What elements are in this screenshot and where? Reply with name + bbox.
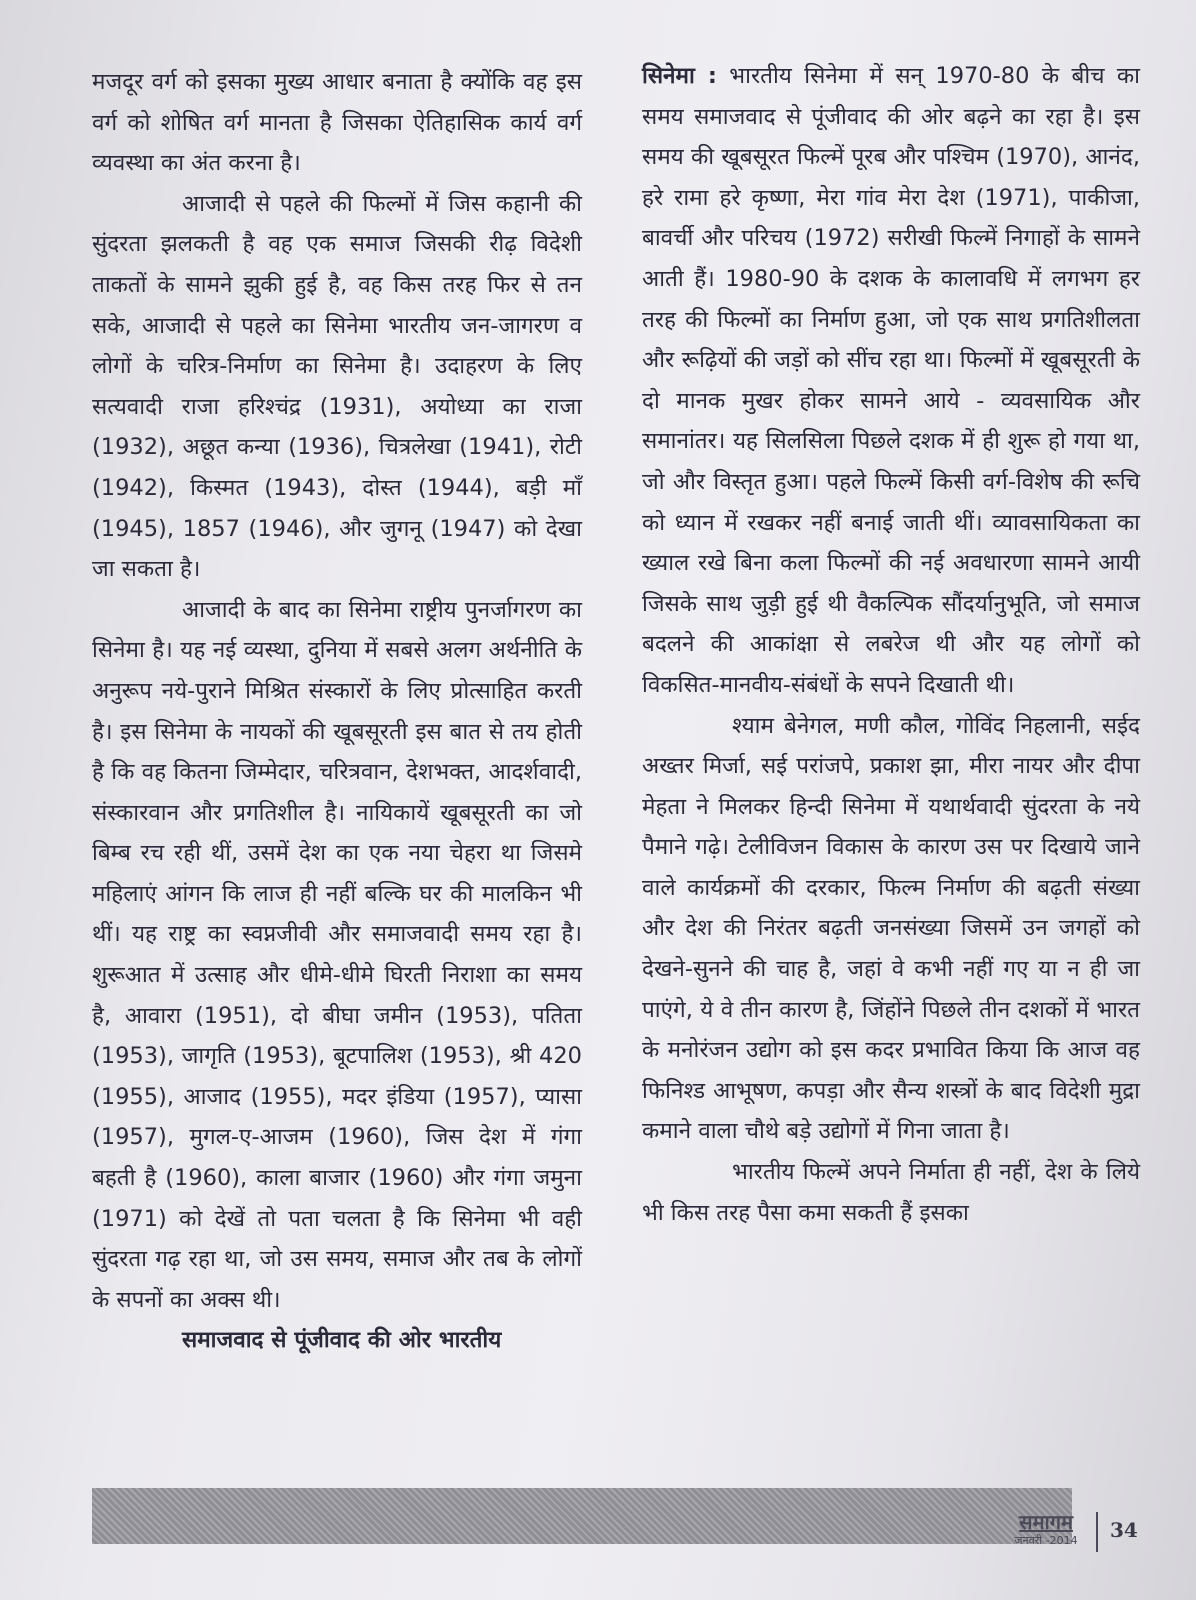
paragraph: आजादी से पहले की फिल्मों में जिस कहानी की सुंदरता झलकती है वह एक समाज जिसकी रीढ़ विदेशी ताकतों के सामने झुकी हुई है, वह किस तरह फिर से तन सके, आजादी से पहले का सिनेमा भारतीय जन-जागरण व लोगों के चरित्र-निर्माण का सिनेमा है। उदाहरण के लिए सत्यवादी राजा हरिश्चंद्र (1931), अयोध्या का राजा (1932), अछूत कन्या (1936), चित्रलेखा (1941), रोटी (1942), किस्मत (1943), दोस्त (1944), बड़ी माँ (1945), 1857 (1946), और जुगनू (1947) को देखा जा सकता है।: [92, 190, 582, 583]
section-subheading: समाजवाद से पूंजीवाद की ओर भारतीय: [182, 1327, 502, 1354]
footer-band: [92, 1488, 1072, 1544]
section-heading: सिनेमा :: [642, 63, 717, 89]
paragraph-text: भारतीय सिनेमा में सन् 1970-80 के बीच का समय समाजवाद से पूंजीवाद की ओर बढ़ने का रहा है। इस समय की खूबसूरत फिल्में पूरब और पश्चिम (1970), आनंद, हरे रामा हरे कृष्णा, मेरा गांव मेरा देश (1971), पाकीजा, बावर्ची और परिचय (1972) सरीखी फिल्में निगाहों के सामने आती हैं। 1980-90 के दशक के कालावधि में लगभग हर तरह की फिल्मों का निर्माण हुआ, जो एक साथ प्रगतिशीलता और रूढ़ियों की जड़ों को सींच रहा था। फिल्मों में खूबसूरती के दो मानक मुखर होकर सामने आये - व्यवसायिक और समानांतर। यह सिलसिला पिछले दशक में ही शुरू हो गया था, जो और विस्तृत हुआ। पहले फिल्में किसी वर्ग-विशेष की रूचि को ध्यान में रखकर नहीं बनाई जाती थीं। व्यावसायिकता का ख्याल रखे बिना कला फिल्मों की नई अवधारणा सामने आयी जिसके साथ जुड़ी हुई थी वैकल्पिक सौंदर्यानुभूति, जो समाज बदलने की आकांक्षा से लबरेज थी और यह लोगों को विकसित-मानवीय-संबंधों के सपने दिखाती थी।: [642, 63, 1140, 698]
left-column: [92, 62, 582, 1361]
paragraph: [642, 56, 1140, 706]
issue-date: जनवरी -2014: [1014, 1534, 1078, 1547]
page-number: 34: [1110, 1518, 1138, 1542]
footer-divider: [1096, 1512, 1098, 1552]
paragraph: श्याम बेनेगल, मणी कौल, गोविंद निहलानी, सईद अख्तर मिर्जा, सई परांजपे, प्रकाश झा, मीरा नायर और दीपा मेहता ने मिलकर हिन्दी सिनेमा में यथार्थवादी सुंदरता के नये पैमाने गढ़े। टेलीविजन विकास के कारण उस पर दिखाये जाने वाले कार्यक्रमों की दरकार, फिल्म निर्माण की बढ़ती संख्या और देश की निरंतर बढ़ती जनसंख्या जिसमें उन जगहों को देखने-सुनने की चाह है, जहां वे कभी नहीं गए या न ही जा पाएंगे, ये वे तीन कारण है, जिंहोंने पिछले तीन दशकों में भारत के मनोरंजन उद्योग को इस कदर प्रभावित किया कि आज वह फिनिश्ड आभूषण, कपड़ा और सैन्य शस्त्रों के बाद विदेशी मुद्रा कमाने वाला चौथे बड़े उद्योगों में गिना जाता है।: [642, 712, 1140, 1145]
footer-brand: [1000, 1510, 1092, 1548]
magazine-name: समागम: [1019, 1510, 1073, 1534]
paragraph: भारतीय फिल्में अपने निर्माता ही नहीं, देश के लिये भी किस तरह पैसा कमा सकती हैं इसका: [642, 1159, 1140, 1226]
paragraph: मजदूर वर्ग को इसका मुख्य आधार बनाता है क्योंकि वह इस वर्ग को शोषित वर्ग मानता है जिसका ऐतिहासिक कार्य वर्ग व्यवस्था का अंत करना है।: [92, 69, 582, 177]
paragraph: आजादी के बाद का सिनेमा राष्ट्रीय पुनर्जागरण का सिनेमा है। यह नई व्यस्था, दुनिया में सबसे अलग अर्थनीति के अनुरूप नये-पुराने मिश्रित संस्कारों के लिए प्रोत्साहित करती है। इस सिनेमा के नायकों की खूबसूरती इस बात से तय होती है कि वह कितना जिम्मेदार, चरित्रवान, देशभक्त, आदर्शवादी, संस्कारवान और प्रगतिशील है। नायिकायें खूबसूरती का जो बिम्ब रच रही थीं, उसमें देश का एक नया चेहरा था जिसमे महिलाएं आंगन कि लाज ही नहीं बल्कि घर की मालकिन भी थीं। यह राष्ट्र का स्वप्नजीवी और समाजवादी समय रहा है। शुरूआत में उत्साह और धीमे-धीमे घिरती निराशा का समय है, आवारा (1951), दो बीघा जमीन (1953), पतिता (1953), जागृति (1953), बूटपालिश (1953), श्री 420 (1955), आजाद (1955), मदर इंडिया (1957), प्यासा (1957), मुगल-ए-आजम (1960), जिस देश में गंगा बहती है (1960), काला बाजार (1960) और गंगा जमुना (1971) को देखें तो पता चलता है कि सिनेमा भी वही सुंदरता गढ़ रहा था, जो उस समय, समाज और तब के लोगों के सपनों का अक्स थी।: [92, 596, 582, 1313]
right-column: [642, 56, 1140, 1233]
